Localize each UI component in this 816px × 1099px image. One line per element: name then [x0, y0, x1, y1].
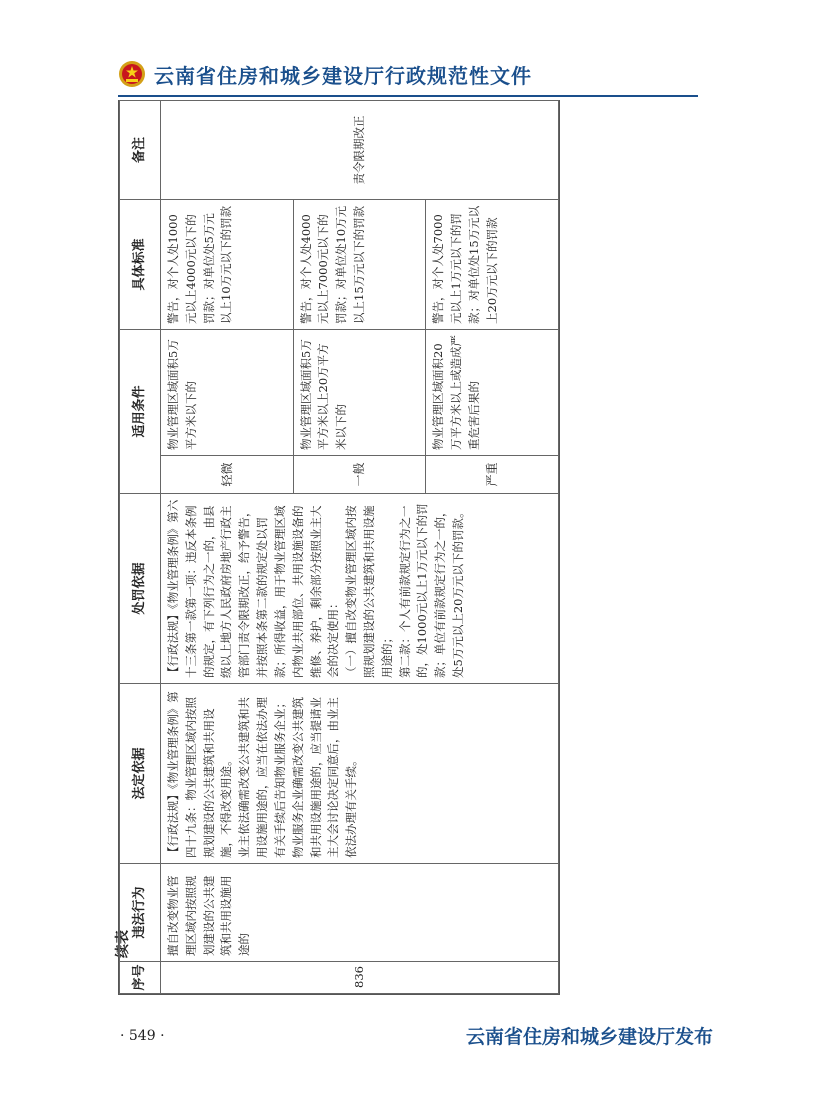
level-serious: 严重 — [426, 456, 559, 494]
col-header-legal-basis: 法定依据 — [120, 684, 161, 864]
col-header-seq: 序号 — [120, 962, 161, 994]
standard-minor: 警告，对个人处1000元以上4000元以下的罚款；对单位处5万元以上10万元以下的罚款 — [161, 199, 294, 329]
standard-serious: 警告，对个人处7000元以上1万元以下的罚款；对单位处15万元以上20万元以下的罚款 — [426, 199, 559, 329]
col-header-remark: 备注 — [120, 100, 161, 199]
penalty-basis-para: 第二款：个人有前款规定行为之一的，处1000元以上1万元以下的罚款；单位有前款规定行为之一的，处5万元以上20万元以下的罚款。 — [397, 503, 465, 678]
rotated-table — [119, 101, 559, 994]
col-header-standard: 具体标准 — [120, 199, 161, 329]
condition-general: 物业管理区域面积5万平方米以上20万平方米以下的 — [293, 329, 426, 455]
table-header-row — [120, 100, 161, 993]
col-header-penalty-basis: 处罚依据 — [120, 494, 161, 684]
cell-violation: 擅自改变物业管理区域内按照规划建设的公共建筑和共用设施用途的 — [161, 864, 559, 962]
publisher-footer: 云南省住房和城乡建设厅发布 — [466, 1026, 714, 1048]
col-header-violation: 违法行为 — [120, 864, 161, 962]
col-header-condition: 适用条件 — [120, 329, 161, 493]
page-header — [118, 58, 532, 90]
legal-basis-para: 【行政法规】《物业管理条例》第四十九条：物业管理区域内按照规划建设的公共建筑和共用设施，不得改变用途。 — [166, 691, 234, 858]
standard-general: 警告，对个人处4000元以上7000元以下的罚款；对单位处10万元以上15万元以下的罚款 — [293, 199, 426, 329]
header-divider — [118, 95, 698, 97]
condition-minor: 物业管理区域面积5万平方米以下的 — [161, 329, 294, 455]
cell-seq: 836 — [161, 962, 559, 994]
penalty-standard-table — [119, 100, 559, 994]
table-row — [161, 100, 294, 993]
continued-label: 续表 — [115, 930, 131, 958]
page-number: · 549 · — [120, 1028, 165, 1044]
table-frame — [118, 100, 560, 995]
penalty-basis-para: 【行政法规】《物业管理条例》第六十三条第一款第一项：违反本条例的规定，有下列行为之一的，由县级以上地方人民政府房地产行政主管部门责令限期改正，给予警告，并按照本条第二款的规定处以罚款；所得收益，用于物业管理区域内物业共用部位、共用设施设备的维修、养护，剩余部分按照业主大会的决定使用： — [166, 499, 341, 678]
header-title: 云南省住房和城乡建设厅行政规范性文件 — [154, 63, 532, 88]
cell-remark: 责令限期改正 — [161, 100, 559, 199]
cell-legal-basis — [161, 684, 559, 864]
cell-penalty-basis — [161, 494, 559, 684]
level-minor: 轻微 — [161, 456, 294, 494]
legal-basis-para: 业主依法确需改变公共建筑和共用设施用途的，应当在依法办理有关手续后告知物业服务企业；物业服务企业确需改变公共建筑和共用设施用途的，应当提请业主大会讨论决定同意后，由业主依法办理有关手续。 — [237, 697, 359, 858]
level-general: 一般 — [293, 456, 426, 494]
national-emblem-icon — [118, 60, 146, 88]
penalty-basis-para: （一）擅自改变物业管理区域内按照规划建设的公共建筑和共用设施用途的； — [344, 505, 394, 678]
condition-serious: 物业管理区域面积20万平方米以上或造成严重危害后果的 — [426, 329, 559, 455]
